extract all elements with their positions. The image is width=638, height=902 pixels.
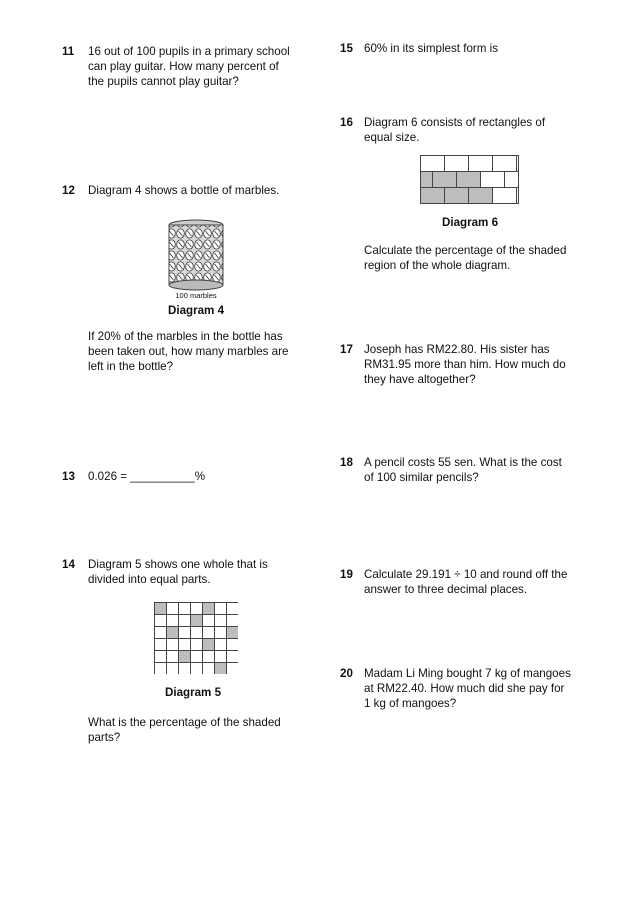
question-number: 11 [62,45,75,58]
grid-cell [227,603,239,615]
diagram-5-grid [154,602,238,674]
grid-cell [155,651,167,663]
grid-cell [155,639,167,651]
rectangle-cell [505,172,519,188]
text-line: left in the bottle? [88,360,174,373]
question-text [88,715,281,745]
text-line: can play guitar. How many percent of [88,60,279,73]
grid-cell [155,615,167,627]
grid-cell [167,663,179,675]
text-line: A pencil costs 55 sen. What is the cost [364,456,562,469]
grid-cell [191,603,203,615]
grid-cell [215,651,227,663]
grid-cell [215,615,227,627]
question-text [364,41,498,56]
grid-cell [155,603,167,615]
grid-cell [227,663,239,675]
text-line: parts? [88,731,121,744]
question-text [88,557,268,587]
rectangle-cell [481,172,505,188]
question-number: 14 [62,558,75,571]
text-line: been taken out, how many marbles are [88,345,289,358]
question-number: 12 [62,184,75,197]
question-text [88,183,279,198]
text-line: Diagram 4 shows a bottle of marbles. [88,184,280,197]
grid-cell [203,663,215,675]
rectangle-cell [421,188,445,204]
grid-cell [227,615,239,627]
rectangle-cell [433,172,457,188]
diagram-6-rectangles [420,155,520,209]
text-line: equal size. [364,131,420,144]
grid-cell [191,615,203,627]
text-line: Calculate the percentage of the shaded [364,244,567,257]
rectangle-cell [493,188,517,204]
question-number: 15 [340,42,353,55]
question-text [364,567,567,597]
grid-cell [203,639,215,651]
text-line: RM31.95 more than him. How much do [364,358,566,371]
text-line: region of the whole diagram. [364,259,511,272]
text-line: If 20% of the marbles in the bottle has [88,330,283,343]
grid-cell [215,627,227,639]
rectangle-cell [421,172,433,188]
question-text [364,115,545,145]
text-line: they have altogether? [364,373,476,386]
bottle-label: 100 marbles [175,291,217,300]
question-text [88,44,290,89]
grid-cell [227,639,239,651]
question-text [364,666,571,711]
question-number: 20 [340,667,353,680]
rectangle-cell [493,156,517,172]
grid-cell [155,627,167,639]
grid-cell [215,663,227,675]
question-text [88,329,288,374]
grid-cell [215,603,227,615]
grid-cell [203,603,215,615]
text-line: answer to three decimal places. [364,583,528,596]
text-line: Diagram 6 consists of rectangles of [364,116,546,129]
grid-cell [191,639,203,651]
question-number: 17 [340,343,353,356]
question-number: 18 [340,456,353,469]
text-line: What is the percentage of the shaded [88,716,281,729]
marble-bottle-illustration [158,217,234,299]
grid-cell [167,603,179,615]
grid-cell [215,639,227,651]
grid-cell [203,651,215,663]
grid-cell [179,615,191,627]
rectangle-cell [517,156,519,172]
rectangle-cell [421,156,445,172]
grid-cell [227,651,239,663]
grid-cell [179,627,191,639]
text-line: 0.026 = __________% [88,470,206,483]
text-line: divided into equal parts. [88,573,211,586]
rectangle-cell [469,156,493,172]
diagram-caption: Diagram 6 [441,216,499,229]
grid-cell [155,663,167,675]
text-line: of 100 similar pencils? [364,471,479,484]
text-line: Calculate 29.191 ÷ 10 and round off the [364,568,568,581]
question-number: 13 [62,470,75,483]
grid-cell [167,639,179,651]
text-line: Joseph has RM22.80. His sister has [364,343,550,356]
question-text [88,469,205,484]
diagram-caption: Diagram 4 [167,304,225,317]
question-text [364,243,566,273]
text-line: Madam Li Ming bought 7 kg of mangoes [364,667,571,680]
grid-cell [167,627,179,639]
grid-cell [179,603,191,615]
text-line: 60% in its simplest form is [364,42,499,55]
grid-cell [191,627,203,639]
rectangle-cell [445,156,469,172]
text-line: at RM22.40. How much did she pay for [364,682,565,695]
question-number: 16 [340,116,353,129]
grid-cell [191,663,203,675]
grid-cell [179,639,191,651]
grid-cell [167,615,179,627]
rectangle-cell [457,172,481,188]
text-line: Diagram 5 shows one whole that is [88,558,268,571]
grid-cell [191,651,203,663]
question-number: 19 [340,568,353,581]
diagram-caption: Diagram 5 [164,686,222,699]
grid-cell [179,651,191,663]
text-line: 16 out of 100 pupils in a primary school [88,45,290,58]
grid-cell [203,627,215,639]
grid-cell [167,651,179,663]
text-line: 1 kg of mangoes? [364,697,457,710]
rectangle-cell [445,188,469,204]
question-text [364,455,562,485]
grid-cell [179,663,191,675]
grid-cell [227,627,239,639]
text-line: the pupils cannot play guitar? [88,75,239,88]
rectangle-cell [469,188,493,204]
grid-cell [203,615,215,627]
rectangle-cell [517,188,519,204]
question-text [364,342,566,387]
